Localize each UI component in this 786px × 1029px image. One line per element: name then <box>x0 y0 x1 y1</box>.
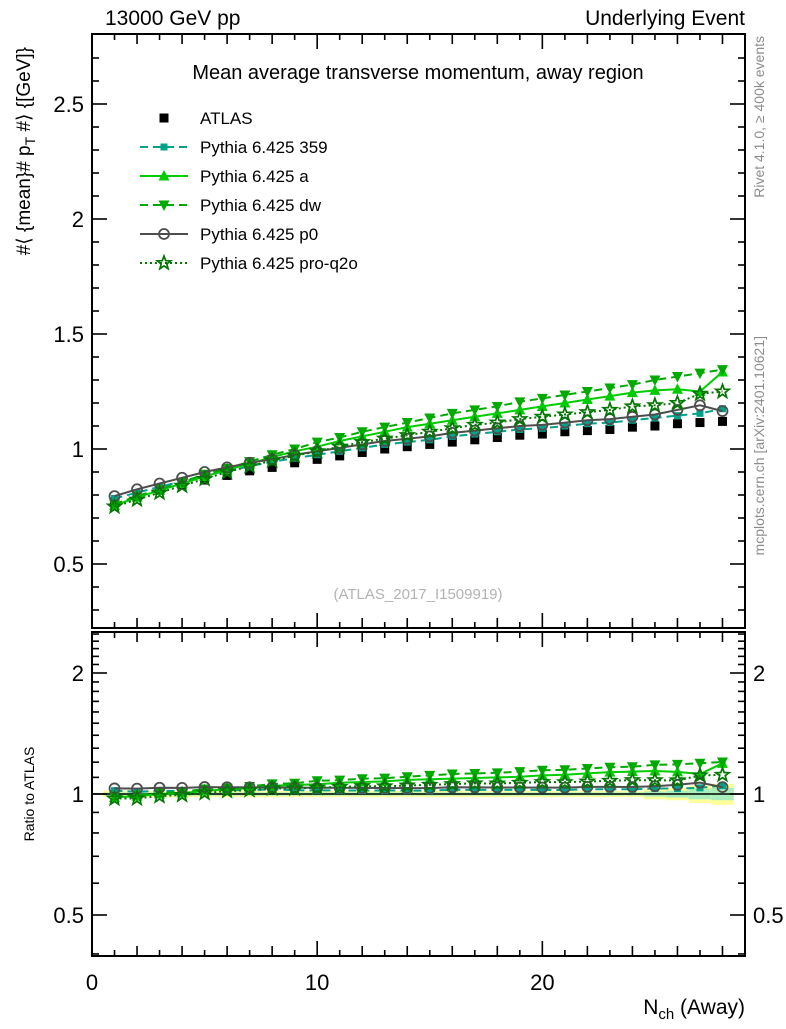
legend-item-pythia-6-425-dw <box>140 196 322 215</box>
legend-label: Pythia 6.425 pro-q2o <box>200 254 358 273</box>
ratio-y-tick-label: 1 <box>71 782 84 807</box>
main-y-tick-label: 2.5 <box>53 92 84 117</box>
legend-item-atlas <box>160 109 253 128</box>
x-tick-label: 0 <box>85 970 99 995</box>
legend-item-pythia-6-425-p0 <box>140 225 318 244</box>
legend-item-pythia-6-425-pro-q2o <box>140 254 358 273</box>
observable-group-title: Underlying Event <box>585 7 745 30</box>
beam-energy-title: 13000 GeV pp <box>105 7 241 30</box>
main-y-tick-label: 1 <box>71 437 84 462</box>
legend-label: Pythia 6.425 a <box>200 167 309 186</box>
y-axis-label: #⟨ {mean}# $p_T$ #⟩ {[GeV]} <box>14 47 38 256</box>
series-pythia-6-425-pro-q2o <box>108 385 729 513</box>
legend-item-pythia-6-425-a <box>140 167 309 186</box>
legend-label: ATLAS <box>200 109 253 128</box>
main-y-tick-label: 0.5 <box>53 552 84 577</box>
series-atlas <box>110 417 727 507</box>
legend-label: Pythia 6.425 dw <box>200 196 321 215</box>
x-tick-label: 20 <box>530 970 555 995</box>
x-axis-label: $N_{ch}$ (Away) <box>643 996 745 1023</box>
x-tick-label: 10 <box>304 970 330 995</box>
ratio-y-tick-label-right: 0.5 <box>753 903 784 928</box>
ratio-axis-label: Ratio to ATLAS <box>21 746 37 842</box>
legend-item-pythia-6-425-359 <box>140 138 328 157</box>
legend-label: Pythia 6.425 p0 <box>200 225 319 244</box>
axes <box>92 34 745 956</box>
plot-title: Mean average transverse momentum, away region <box>192 62 644 84</box>
legend-label: Pythia 6.425 359 <box>200 138 328 157</box>
ratio-y-tick-label-right: 1 <box>753 782 766 807</box>
watermark: (ATLAS_2017_I1509919) <box>333 586 503 603</box>
ratio-y-tick-label: 0.5 <box>53 903 84 928</box>
ratio-y-tick-label: 2 <box>71 661 84 686</box>
axis-labels <box>14 47 784 1023</box>
mcplots-note: mcplots.cern.ch [arXiv:2401.10621] <box>751 336 767 556</box>
rivet-version-note: Rivet 4.1.0, ≥ 400k events <box>751 36 767 198</box>
main-panel-series <box>108 365 729 512</box>
main-panel-frame <box>92 34 745 628</box>
main-y-tick-label: 1.5 <box>53 322 84 347</box>
series-pythia-6-425-p0 <box>110 400 728 501</box>
legend <box>140 109 358 273</box>
ratio-y-tick-label-right: 2 <box>753 661 766 686</box>
main-y-tick-label: 2 <box>71 207 84 232</box>
ratio-panel-series <box>108 757 729 804</box>
panel-frames <box>92 34 745 956</box>
